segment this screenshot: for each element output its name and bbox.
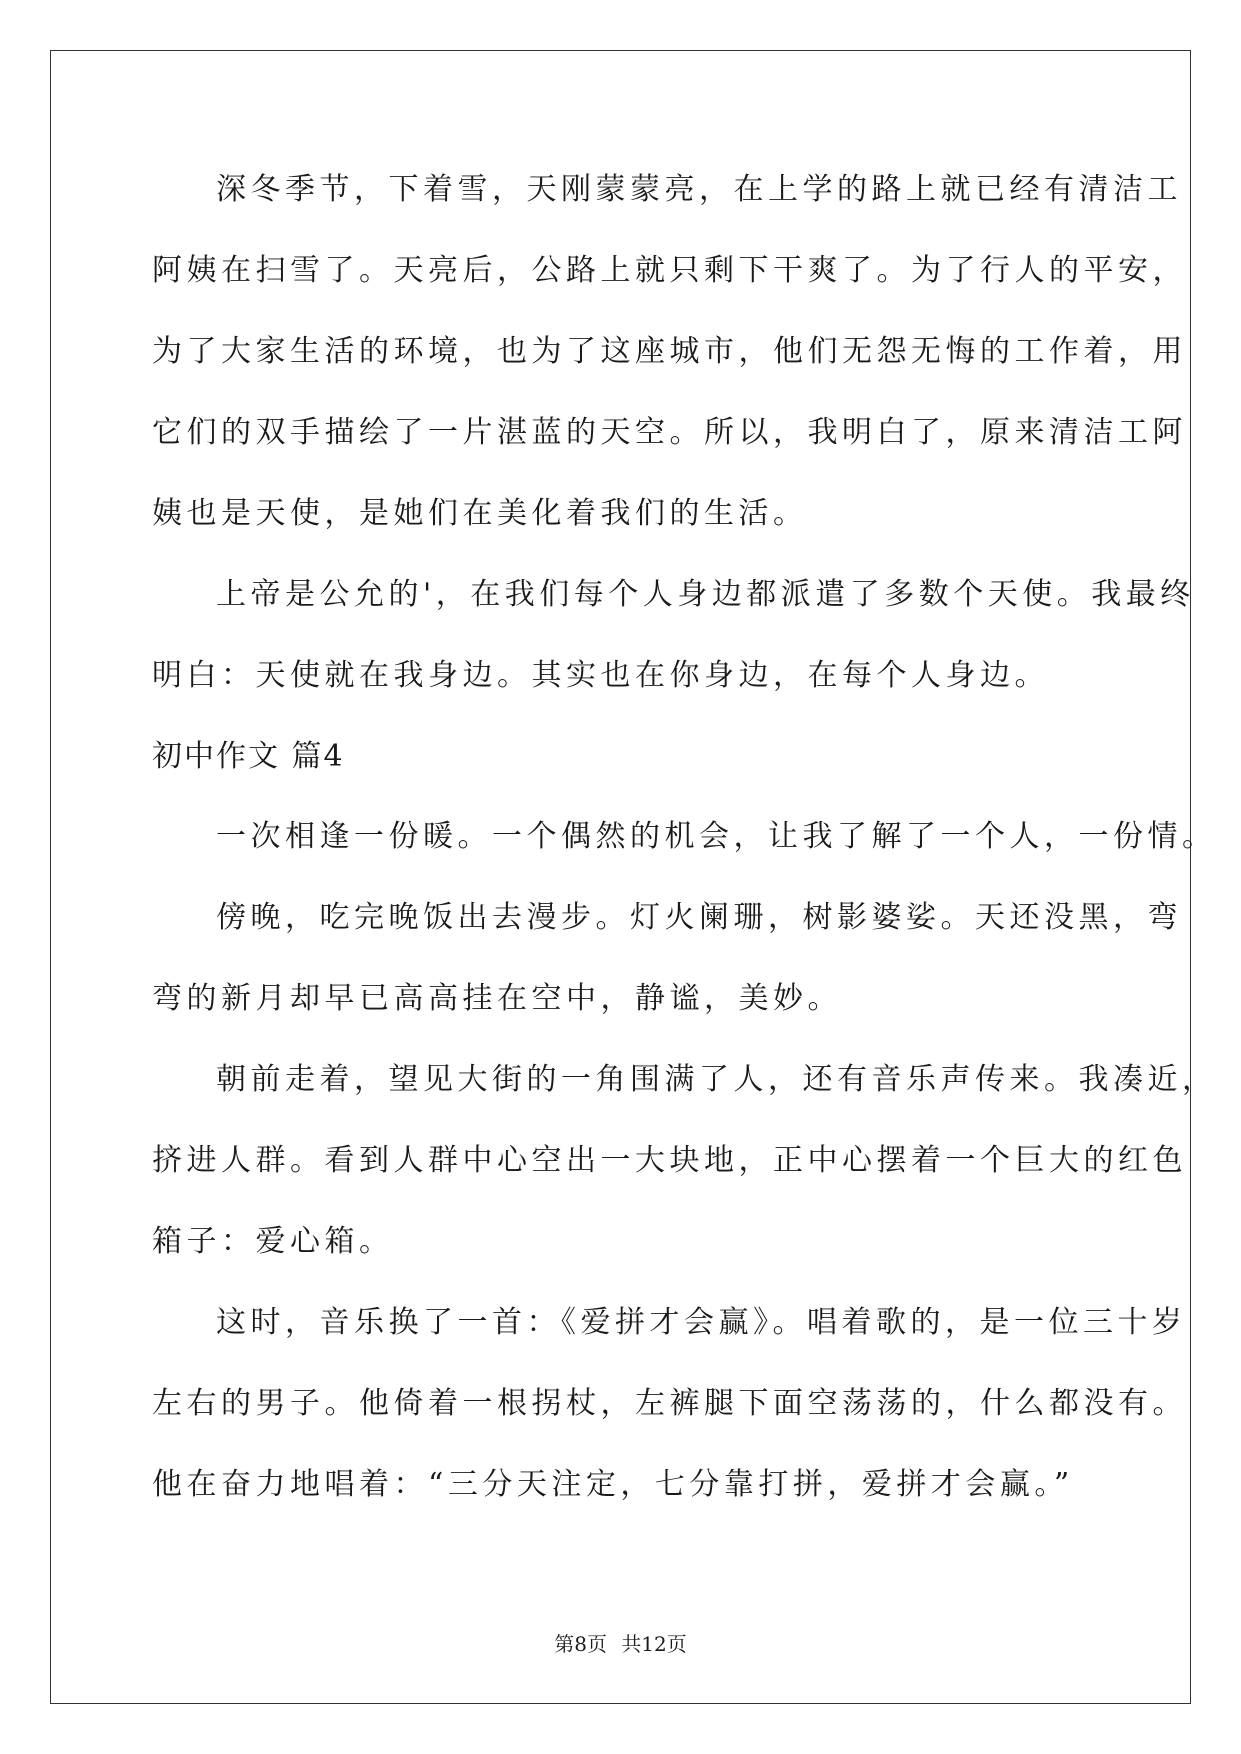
text-line: 挤进人群。看到人群中心空出一大块地，正中心摆着一个巨大的红色 (152, 1143, 1187, 1178)
text-line: 深冬季节，下着雪，天刚蒙蒙亮，在上学的路上就已经有清洁工 (216, 172, 1182, 207)
document-body (152, 160, 1217, 1536)
text-line: 朝前走着，望见大街的一角围满了人，还有音乐声传来。我凑近， (216, 1062, 1217, 1097)
text-line: 明白：天使就在我身边。其实也在你身边，在每个人身边。 (152, 658, 1049, 693)
page-footer (0, 1628, 1241, 1657)
text-line: 傍晚，吃完晚饭出去漫步。灯火阑珊，树影婆娑。天还没黑，弯 (216, 900, 1182, 935)
text-line: 弯的新月却早已高高挂在空中，静谧，美妙。 (152, 981, 842, 1016)
text-line: 这时，音乐换了一首：《爱拼才会赢》。唱着歌的，是一位三十岁 (216, 1305, 1187, 1340)
page-number: 第8页 (554, 1632, 607, 1656)
page-total: 共12页 (621, 1632, 687, 1656)
text-line: 为了大家生活的环境，也为了这座城市，他们无怨无悔的工作着，用 (152, 334, 1187, 369)
text-line: 阿姨在扫雪了。天亮后，公路上就只剩下干爽了。为了行人的平安， (152, 253, 1187, 288)
text-line: 箱子：爱心箱。 (152, 1224, 394, 1259)
section-heading: 初中作文 篇4 (152, 739, 345, 774)
text-line: 上帝是公允的'，在我们每个人身边都派遣了多数个天使。我最终 (216, 577, 1195, 612)
text-line: 一次相逢一份暖。一个偶然的机会，让我了解了一个人，一份情。 (216, 819, 1217, 854)
text-line: 他在奋力地唱着：“三分天注定，七分靠打拼，爱拼才会赢。” (152, 1467, 1074, 1502)
text-line: 左右的男子。他倚着一根拐杖，左裤腿下面空荡荡的，什么都没有。 (152, 1386, 1187, 1421)
text-line: 姨也是天使，是她们在美化着我们的生活。 (152, 496, 808, 531)
text-line: 它们的双手描绘了一片湛蓝的天空。所以，我明白了，原来清洁工阿 (152, 415, 1187, 450)
